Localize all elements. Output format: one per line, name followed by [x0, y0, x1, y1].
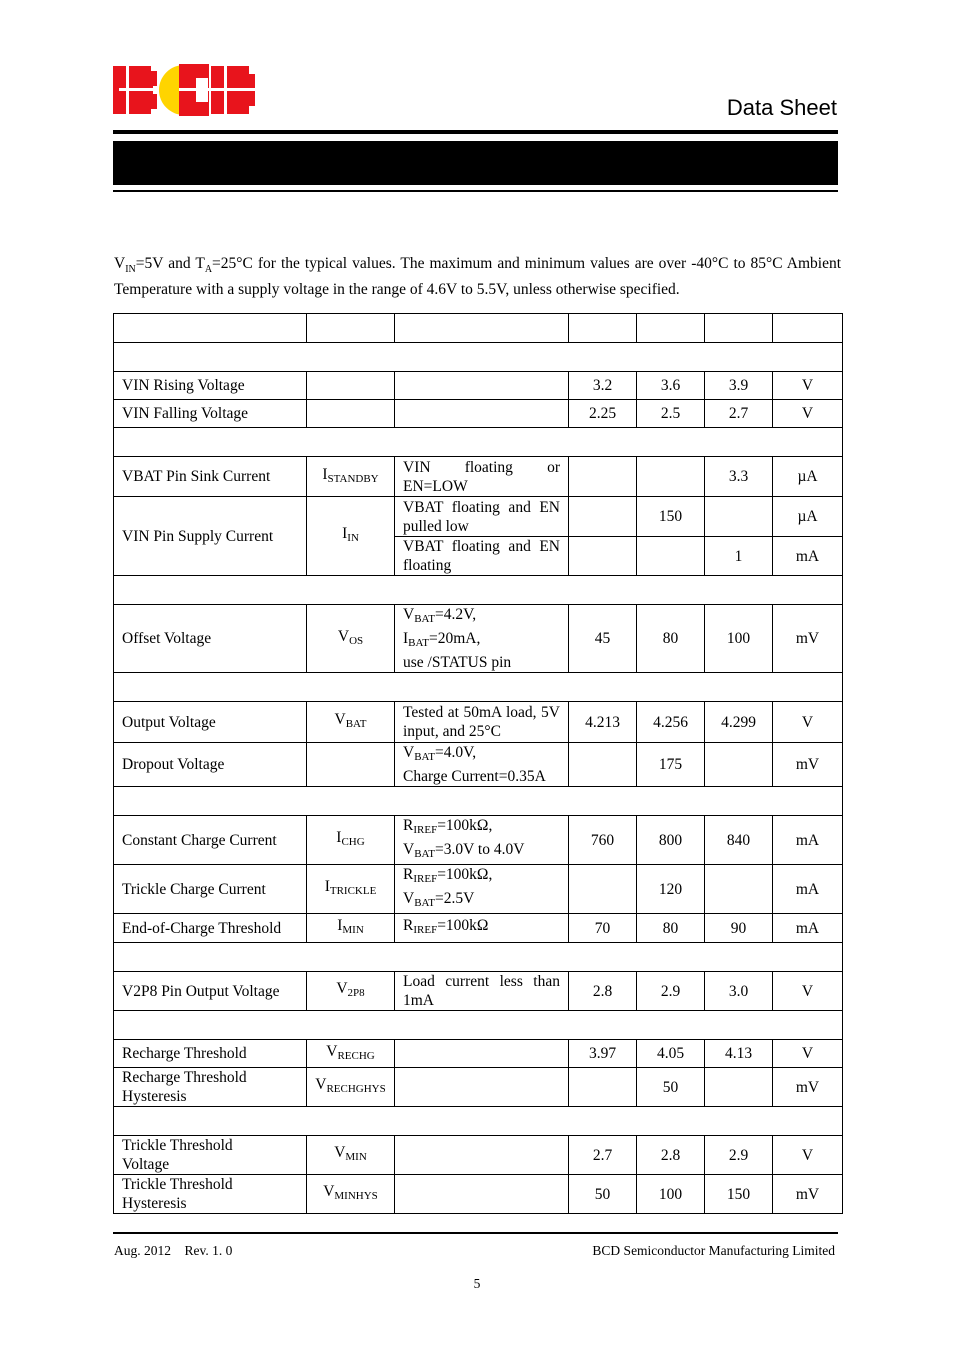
header-band: [113, 141, 838, 185]
table-row: End-of-Charge Threshold $I_{MIN}$ $R_{IREF}=100k\Omega$ 70 80 90 mA: [114, 914, 843, 943]
footer-rule: [113, 1232, 838, 1234]
section-row: [114, 1011, 843, 1040]
table-row: V2P8 Pin Output Voltage $V_{2P8}$ Load current less than 1mA 2.8 2.9 3.0 V: [114, 972, 843, 1011]
section-row: [114, 673, 843, 702]
table-row: VBAT Pin Sink Current $I_{STANDBY}$ VIN floating or EN=LOW 3.3 µA: [114, 457, 843, 497]
doc-type-title: Data Sheet: [726, 95, 837, 120]
electrical-characteristics-table: [113, 313, 843, 1214]
section-row: [114, 943, 843, 972]
table-row: Trickle Charge Current $I_{TRICKLE}$ $R_{IREF}=100k\Omega$, $V_{BAT}=2.5V$ 120 mA: [114, 865, 843, 914]
table-row: Trickle Threshold Voltage $V_{MIN}$ 2.7 2.8 2.9 V: [114, 1136, 843, 1175]
table-row: Recharge Threshold $V_{RECHG}$ 3.97 4.05 4.13 V: [114, 1040, 843, 1068]
section-row: [114, 428, 843, 457]
table-row: Recharge Threshold Hysteresis $V_{RECHGHYS}$ 50 mV: [114, 1068, 843, 1107]
table-row: VIN Falling Voltage 2.25 2.5 2.7 V: [114, 400, 843, 428]
bcd-logo: [113, 64, 255, 116]
section-row: [114, 576, 843, 605]
section-row: [114, 787, 843, 816]
table-row: VBAT floating and EN floating 1 mA: [114, 537, 843, 576]
section-row: [114, 343, 843, 372]
table-row: Dropout Voltage $V_{BAT}=4.0V$, Charge Current=0.35A 175 mV: [114, 743, 843, 787]
table-row: Offset Voltage $V_{OS}$ $V_{BAT}=4.2V$, $I_{BAT}=20mA$, use /STATUS pin 45 80 100 mV: [114, 605, 843, 673]
section-row: [114, 1107, 843, 1136]
table-row: Output Voltage $V_{BAT}$ Tested at 50mA load, 5V input, and 25°C 4.213 4.256 4.299 V: [114, 702, 843, 743]
table-row: Constant Charge Current $I_{CHG}$ $R_{IREF}=100k\Omega$, $V_{BAT}=3.0V$ to 4.0V 760 800 840 mA: [114, 816, 843, 865]
table-row: VIN Pin Supply Current $I_{IN}$ VBAT floating and EN pulled low 150 µA: [114, 497, 843, 537]
test-conditions-paragraph: $V_{IN}=5V$ and $T_A=25^\circ C$ for the typical values. The maximum and minimum values are over -40°C to 85°C Ambient Temperature with a supply voltage in the range of 4.6V to 5.5V, unless otherwise specified.: [114, 255, 841, 299]
footer-company: BCD Semiconductor Manufacturing Limited: [592, 1243, 835, 1258]
page-number: 5: [473, 1276, 481, 1291]
header-rule-thin: [113, 190, 838, 192]
footer-date-revision: Aug. 2012 Rev. 1. 0: [114, 1243, 233, 1258]
table-row: Trickle Threshold Hysteresis $V_{MINHYS}$ 50 100 150 mV: [114, 1175, 843, 1214]
header-rule-thick: [113, 130, 838, 134]
table-row: VIN Rising Voltage 3.2 3.6 3.9 V: [114, 372, 843, 400]
table-header-row: [114, 314, 843, 343]
